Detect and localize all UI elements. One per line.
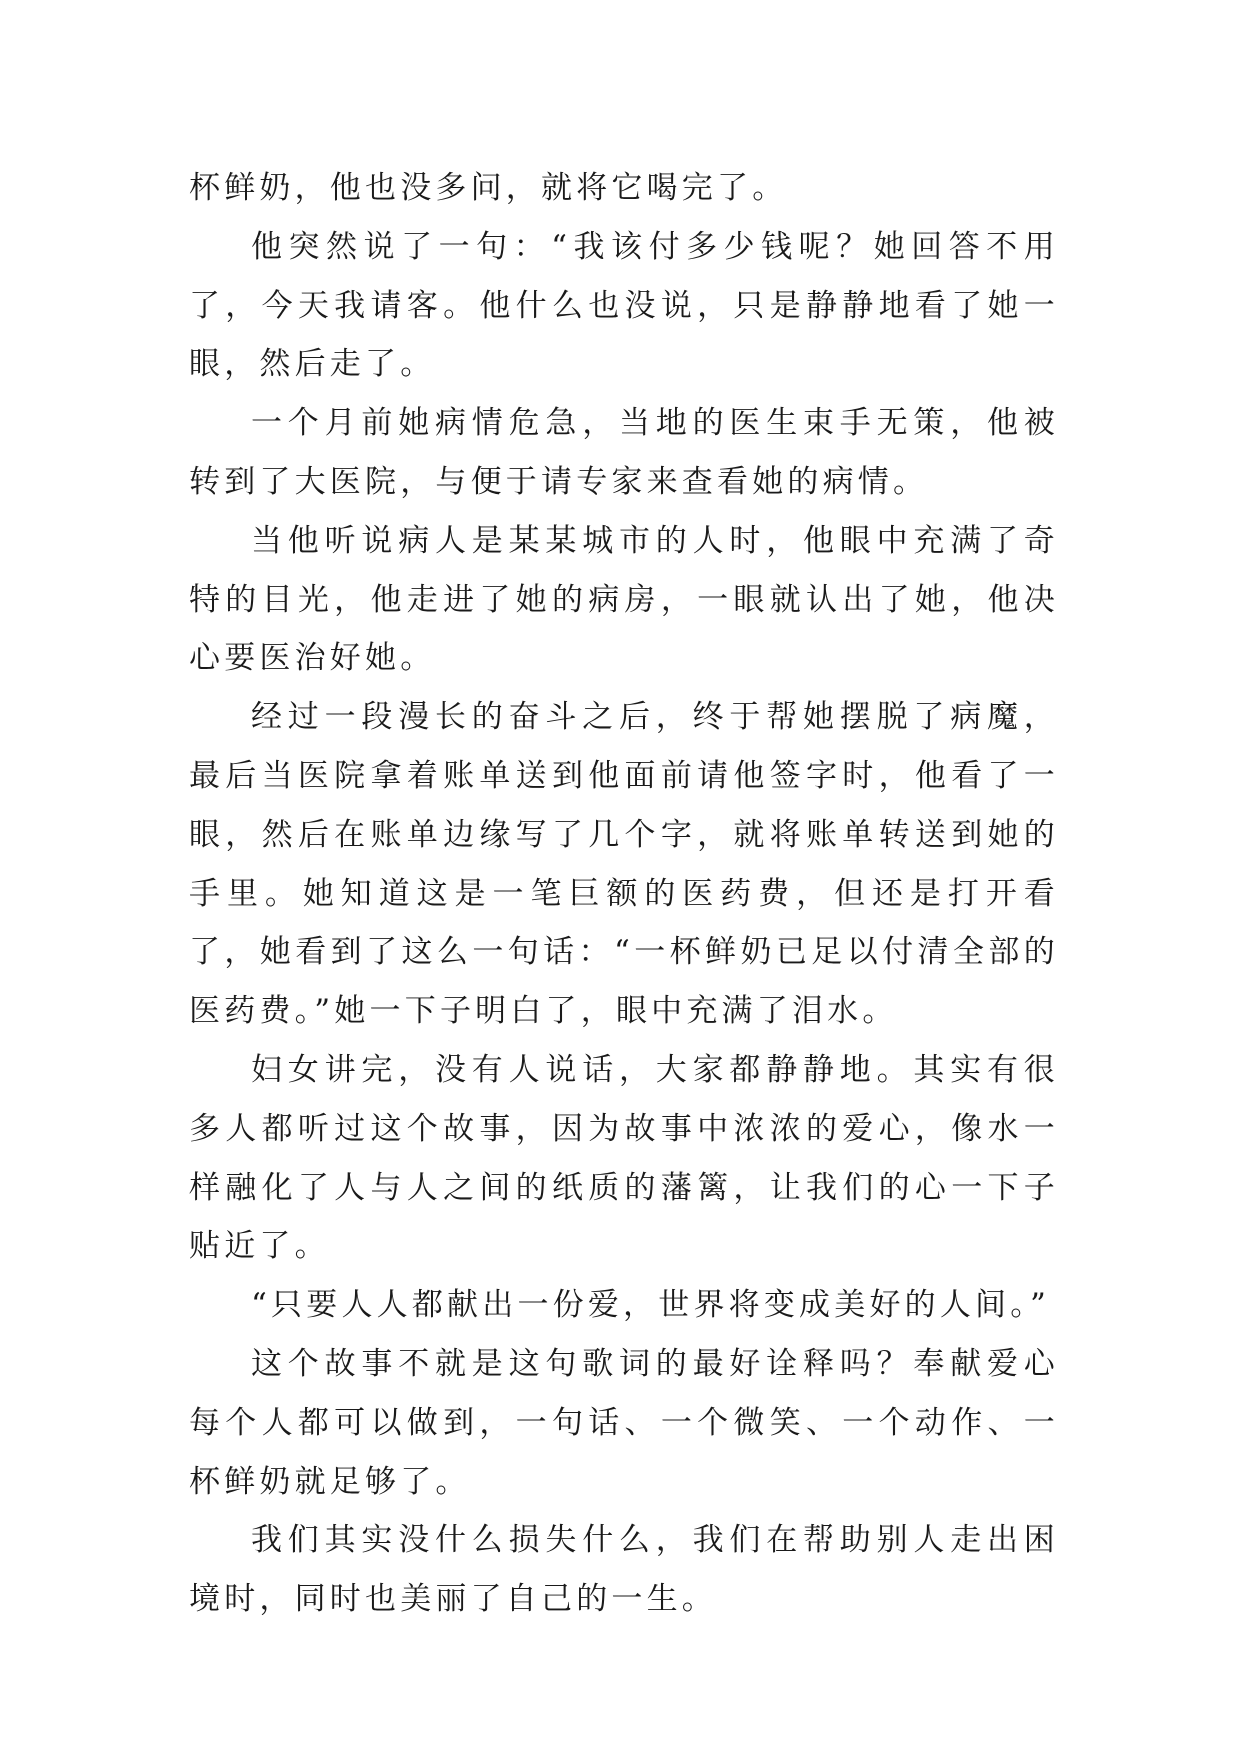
paragraph-continued: 杯鲜奶，他也没多问，就将它喝完了。: [189, 170, 788, 206]
paragraph: 他突然说了一句：“我该付多少钱呢？她回答不用了，今天我请客。他什么也没说，只是静静地看了她一眼，然后走了。: [189, 228, 1059, 383]
paragraph: 妇女讲完，没有人说话，大家都静静地。其实有很多人都听过这个故事，因为故事中浓浓的爱心，像水一样融化了人与人之间的纸质的藩篱，让我们的心一下子贴近了。: [189, 1051, 1059, 1265]
paragraph: 一个月前她病情危急，当地的医生束手无策，他被转到了大医院，与便于请专家来查看她的病情。: [189, 405, 1059, 500]
paragraph: 我们其实没什么损失什么，我们在帮助别人走出困境时，同时也美丽了自己的一生。: [189, 1522, 1059, 1618]
paragraph: 当他听说病人是某某城市的人时，他眼中充满了奇特的目光，他走进了她的病房，一眼就认出了她，他决心要医治好她。: [189, 522, 1059, 677]
quoted-lyric: “只要人人都献出一份爱，世界将变成美好的人间。”: [251, 1287, 1050, 1324]
paragraph: 经过一段漫长的奋斗之后，终于帮她摆脱了病魔，最后当医院拿着账单送到他面前请他签字时，他看了一眼，然后在账单边缘写了几个字，就将账单转送到她的手里。她知道这是一笔巨额的医药费，但还是打开看了，她看到了这么一句话：“一杯鲜奶已足以付清全部的医药费。”她一下子明白了，眼中充满了泪水。: [189, 699, 1059, 1030]
paragraph: 这个故事不就是这句歌词的最好诠释吗？奉献爱心每个人都可以做到，一句话、一个微笑、一个动作、一杯鲜奶就足够了。: [189, 1345, 1059, 1500]
body-text: [189, 159, 1059, 1629]
